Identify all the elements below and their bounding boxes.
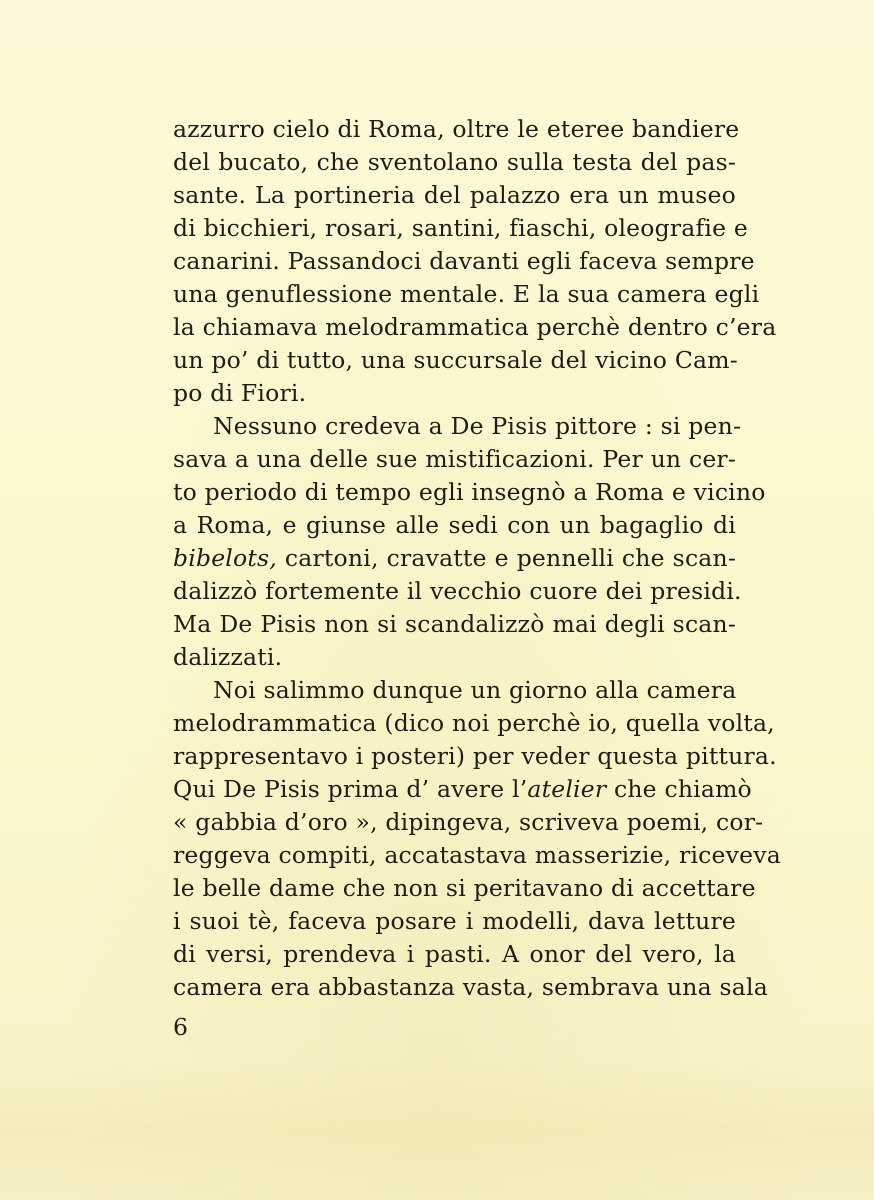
text-line: di bicchieri, rosari, santini, fiaschi, oleografie e <box>173 214 748 242</box>
text-line: camera era abbastanza vasta, sembrava una sala <box>173 973 768 1001</box>
text-line: sante. La portineria del palazzo era un museo <box>173 181 736 209</box>
text-segment: cartoni, cravatte e pennelli che scan- <box>276 544 736 572</box>
body-text <box>173 113 781 1004</box>
text-line: to periodo di tempo egli insegnò a Roma e vicino <box>173 478 766 506</box>
text-line: azzurro cielo di Roma, oltre le eteree bandiere <box>173 115 740 143</box>
text-segment: Qui De Pisis prima d’ avere l’ <box>173 775 528 803</box>
text-line: po di Fiori. <box>173 379 307 407</box>
text-line: melodrammatica (dico noi perchè io, quella volta, <box>173 709 775 737</box>
text-line: dalizzati. <box>173 643 283 671</box>
text-line: rappresentavo i posteri) per veder questa pittura. <box>173 742 777 770</box>
text-line: del bucato, che sventolano sulla testa del pas- <box>173 148 736 176</box>
text-line: i suoi tè, faceva posare i modelli, dava letture <box>173 907 736 935</box>
text-line: a Roma, e giunse alle sedi con un bagaglio di <box>173 511 736 539</box>
text-line: Noi salimmo dunque un giorno alla camera <box>213 676 737 704</box>
text-segment: che chiamò <box>606 775 752 803</box>
paragraph <box>173 410 766 674</box>
paragraph <box>173 113 777 410</box>
text-line: un po’ di tutto, una succursale del vicino Cam- <box>173 346 738 374</box>
text-line: sava a una delle sue mistificazioni. Per un cer- <box>173 445 736 473</box>
text-line: dalizzò fortemente il vecchio cuore dei presidi. <box>173 577 742 605</box>
text-line <box>173 542 736 575</box>
page-number: 6 <box>173 1013 188 1041</box>
paragraph <box>173 674 781 1004</box>
text-line: la chiamava melodrammatica perchè dentro c’era <box>173 313 777 341</box>
text-line: « gabbia d’oro », dipingeva, scriveva poemi, cor- <box>173 808 764 836</box>
text-line: le belle dame che non si peritavano di accettare <box>173 874 756 902</box>
text-line: canarini. Passandoci davanti egli faceva sempre <box>173 247 755 275</box>
text-line: Nessuno credeva a De Pisis pittore : si pen- <box>213 412 742 440</box>
text-line: Ma De Pisis non si scandalizzò mai degli scan- <box>173 610 736 638</box>
text-line: reggeva compiti, accatastava masserizie, riceveva <box>173 841 781 869</box>
paper-stain <box>0 1060 874 1200</box>
text-line <box>173 773 752 806</box>
italic-word: bibelots, <box>173 544 277 572</box>
text-line: una genuflessione mentale. E la sua camera egli <box>173 280 760 308</box>
italic-word: atelier <box>527 775 607 803</box>
text-line: di versi, prendeva i pasti. A onor del vero, la <box>173 940 736 968</box>
